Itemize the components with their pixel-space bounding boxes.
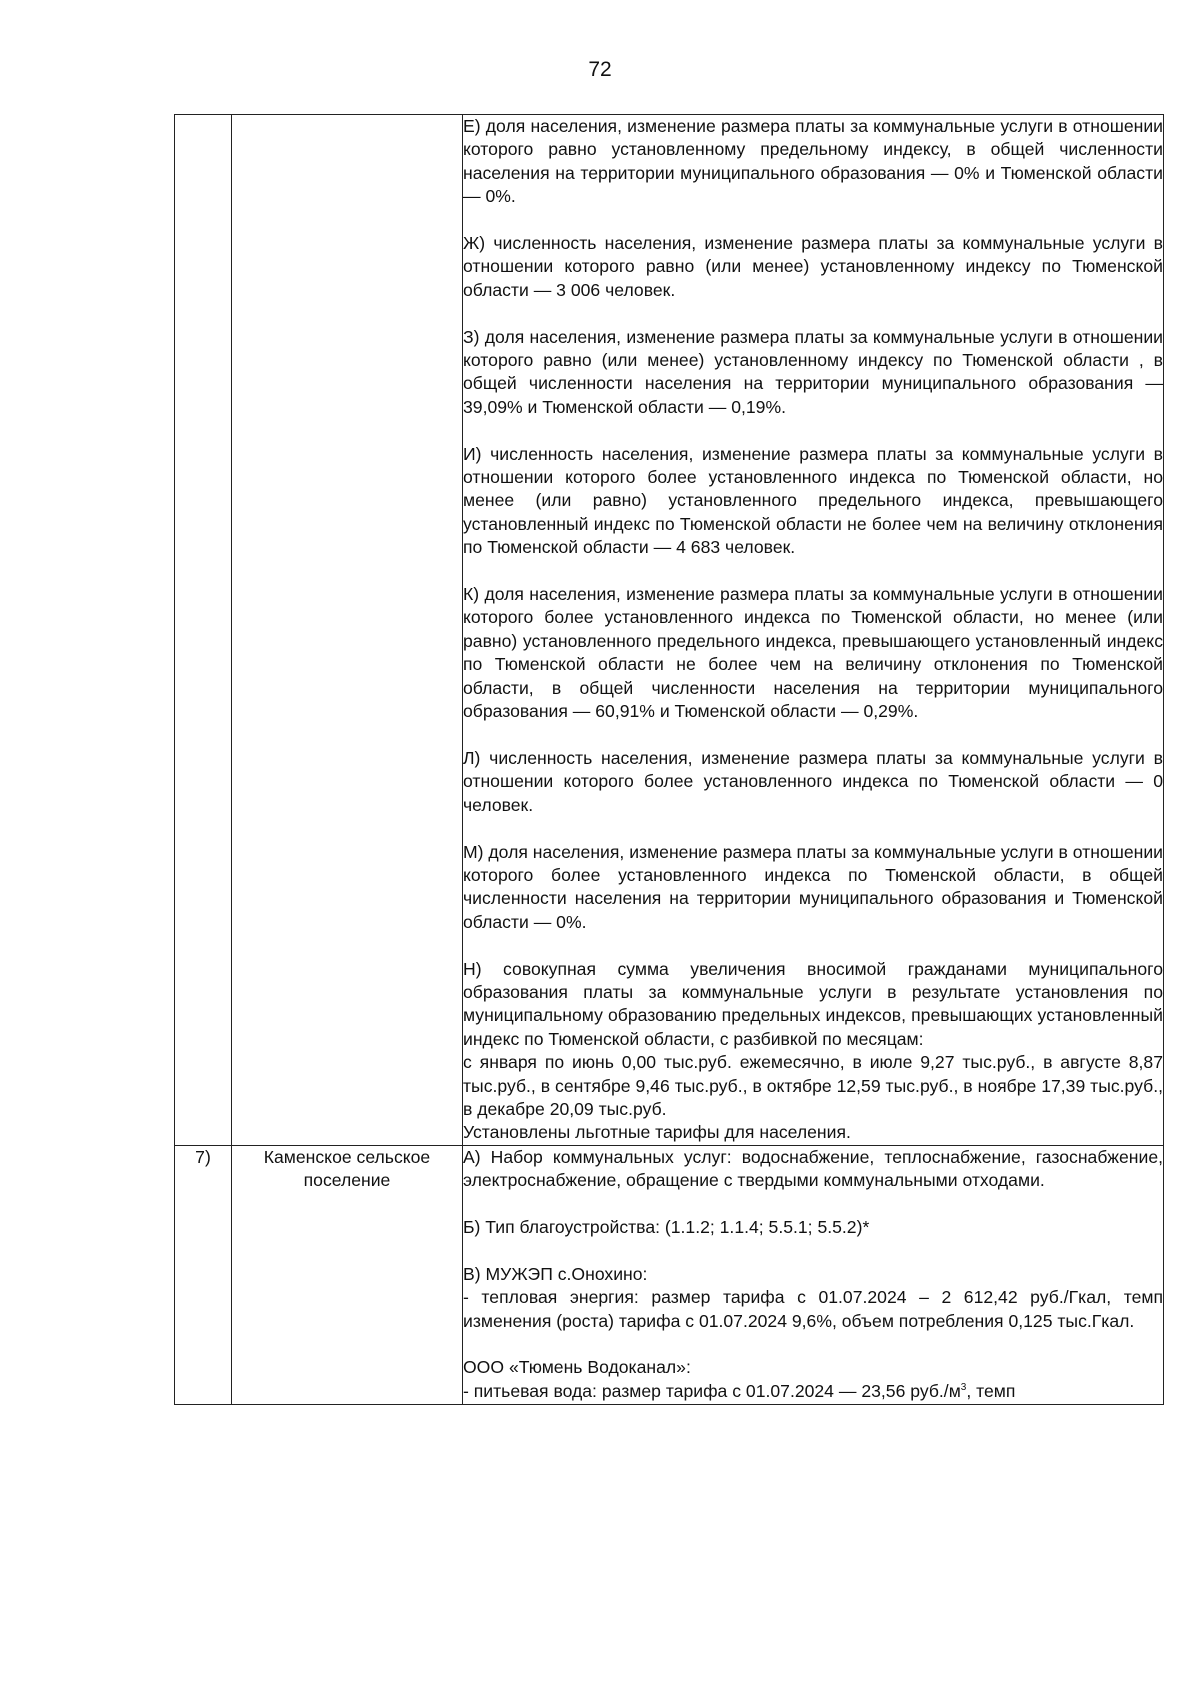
water-supplier-name: ООО «Тюмень Водоканал»:: [463, 1357, 691, 1378]
page-number: 72: [588, 58, 612, 81]
water-supplier-block: [463, 1356, 1163, 1403]
indicator-paragraph: Ж) численность населения, изменение размера платы за коммунальные услуги в отношении которого равно (или менее) установленному индексу по Тюменской области — 3 006 человек.: [463, 233, 1163, 300]
indicator-list: [463, 115, 1163, 934]
row-number-cell-empty: [175, 115, 232, 1146]
services-set: А) Набор коммунальных услуг: водоснабжение, теплоснабжение, газоснабжение, электроснабжение, обращение с твердыми коммунальными отходами.: [463, 1146, 1163, 1191]
table-row-7: [175, 1145, 1164, 1404]
row-number: 7): [175, 1145, 232, 1404]
indicator-n-months: с января по июнь 0,00 тыс.руб. ежемесячно, в июле 9,27 тыс.руб., в августе 8,87 тыс.руб., в сентябре 9,46 тыс.руб., в октябре 12,59 тыс.руб., в ноябре 17,39 тыс.руб., в декабре 20,09 тыс.руб.: [463, 1052, 1163, 1119]
tariff-table: [174, 114, 1164, 1405]
indicator-paragraph-n: [463, 958, 1163, 1145]
indicator-paragraph: К) доля населения, изменение размера платы за коммунальные услуги в отношении которого более установленного индекса по Тюменской области, но менее (или равно) установленного предельного индекса, превышающего установленный индекс по Тюменской области не более чем на величину отклонения по Тюменской области, в общей численности населения на территории муниципального образования — 60,91% и Тюменской области — 0,29%.: [463, 584, 1163, 722]
indicator-paragraph: М) доля населения, изменение размера платы за коммунальные услуги в отношении которого более установленного индекса по Тюменской области, в общей численности населения на территории муниципального образования и Тюменской области — 0%.: [463, 841, 1163, 932]
indicator-paragraph: Е) доля населения, изменение размера платы за коммунальные услуги в отношении которого равно установленному предельному индексу, в общей численности населения на территории муниципального образования — 0% и Тюменской области — 0%.: [463, 116, 1163, 207]
indicator-paragraph: И) численность населения, изменение размера платы за коммунальные услуги в отношении которого более установленного индекса по Тюменской области, но менее (или равно) установленного предельного индекса, превышающего установленный индекс по Тюменской области не более чем на величину отклонения по Тюменской области — 4 683 человек.: [463, 443, 1163, 558]
indicator-paragraph: З) доля населения, изменение размера платы за коммунальные услуги в отношении которого равно (или менее) установленному индексу по Тюменской области , в общей численности населения на территории муниципального образования — 39,09% и Тюменской области — 0,19%.: [463, 326, 1163, 417]
water-tariff-start: - питьевая вода: размер тарифа с 01.07.2024 — 23,56 руб./м: [463, 1380, 961, 1401]
municipality-name: Каменское сельское поселение: [232, 1145, 463, 1404]
cubic-superscript: 3: [960, 1381, 967, 1393]
table-row-continued: [175, 115, 1164, 1146]
indicator-paragraph: Л) численность населения, изменение размера платы за коммунальные услуги в отношении которого более установленного индекса по Тюменской области — 0 человек.: [463, 747, 1163, 815]
heat-supplier-name: В) МУЖЭП с.Онохино:: [463, 1263, 648, 1284]
heat-tariff: - тепловая энергия: размер тарифа с 01.07.2024 – 2 612,42 руб./Гкал, темп изменения (роста) тарифа с 01.07.2024 9,6%, объем потребления 0,125 тыс.Гкал.: [463, 1287, 1163, 1331]
services-cell: [463, 1145, 1164, 1404]
heat-supplier-block: [463, 1263, 1163, 1333]
indicator-n-intro: Н) совокупная сумма увеличения вносимой гражданами муниципального образования платы за коммунальные услуги в результате установления по муниципальному образованию предельных индексов, превышающих установленный индекс по Тюменской области, с разбивкой по месяцам:: [463, 958, 1163, 1049]
improvement-type: Б) Тип благоустройства: (1.1.2; 1.1.4; 5.5.1; 5.5.2)*: [463, 1216, 870, 1237]
water-tariff-line: [463, 1380, 1163, 1404]
municipality-cell-empty: [232, 115, 463, 1146]
indicator-n-note: Установлены льготные тарифы для населения.: [463, 1122, 851, 1143]
indicators-cell: [463, 115, 1164, 1146]
water-tariff-end: , темп: [966, 1380, 1016, 1401]
